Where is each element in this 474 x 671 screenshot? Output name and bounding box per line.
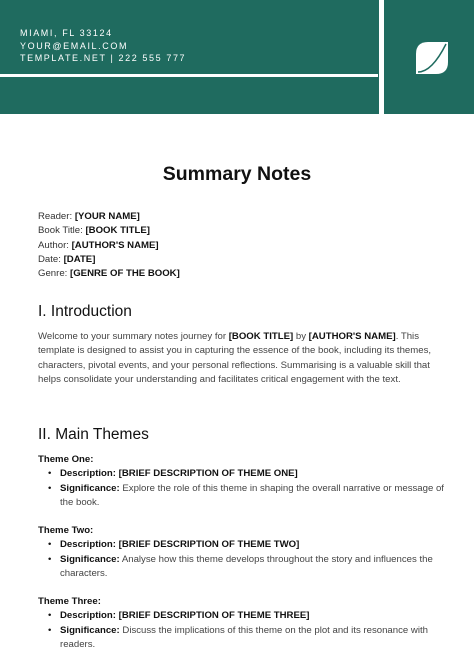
header-banner — [0, 0, 474, 114]
theme-description: • Description: [BRIEF DESCRIPTION OF THEME TWO] — [60, 538, 448, 552]
meta-book-title: Book Title: [BOOK TITLE] — [38, 225, 150, 237]
theme-title: Theme Three: — [38, 596, 101, 607]
theme-one — [38, 453, 448, 510]
contact-address: MIAMI, FL 33124 — [20, 28, 113, 38]
meta-genre: Genre: [GENRE OF THE BOOK] — [38, 268, 180, 280]
meta-reader: Reader: [YOUR NAME] — [38, 211, 140, 222]
theme-three — [38, 595, 448, 652]
contact-website-phone: TEMPLATE.NET | 222 555 777 — [20, 53, 187, 63]
theme-description: • Description: [BRIEF DESCRIPTION OF THEME ONE] — [60, 467, 448, 481]
contact-info — [20, 27, 186, 65]
theme-title: Theme Two: — [38, 525, 94, 536]
theme-significance: • Significance: Analyse how this theme develops throughout the story and influences the characters. — [60, 553, 448, 582]
section-heading-main-themes: II. Main Themes — [38, 426, 149, 443]
theme-title: Theme One: — [38, 454, 94, 465]
book-details — [38, 210, 180, 281]
page-title: Summary Notes — [162, 163, 312, 185]
header-divider-horizontal — [0, 74, 378, 77]
introduction-paragraph: Welcome to your summary notes journey for [BOOK TITLE] by [AUTHOR'S NAME]. This template is designed to assist you in capturing the essence of the book, including its themes, characters, pivotal events, and your personal reflections. Summarising is a valuable skill that helps consolidate your understanding and facilitates critical engagement with the text. — [38, 331, 432, 385]
theme-significance: • Significance: Explore the role of this theme in shaping the overall narrative or message of the book. — [60, 482, 448, 511]
section-heading-introduction: I. Introduction — [38, 303, 132, 320]
leaf-logo-icon — [412, 38, 452, 78]
contact-email: YOUR@EMAIL.COM — [20, 40, 129, 51]
theme-description: • Description: [BRIEF DESCRIPTION OF THEME THREE] — [60, 609, 448, 623]
theme-significance: • Significance: Discuss the implications of this theme on the plot and its resonance with readers. — [60, 624, 448, 653]
theme-two — [38, 524, 448, 581]
meta-author: Author: [AUTHOR'S NAME] — [38, 239, 159, 251]
header-divider-vertical — [379, 0, 384, 114]
meta-date: Date: [DATE] — [38, 253, 96, 265]
